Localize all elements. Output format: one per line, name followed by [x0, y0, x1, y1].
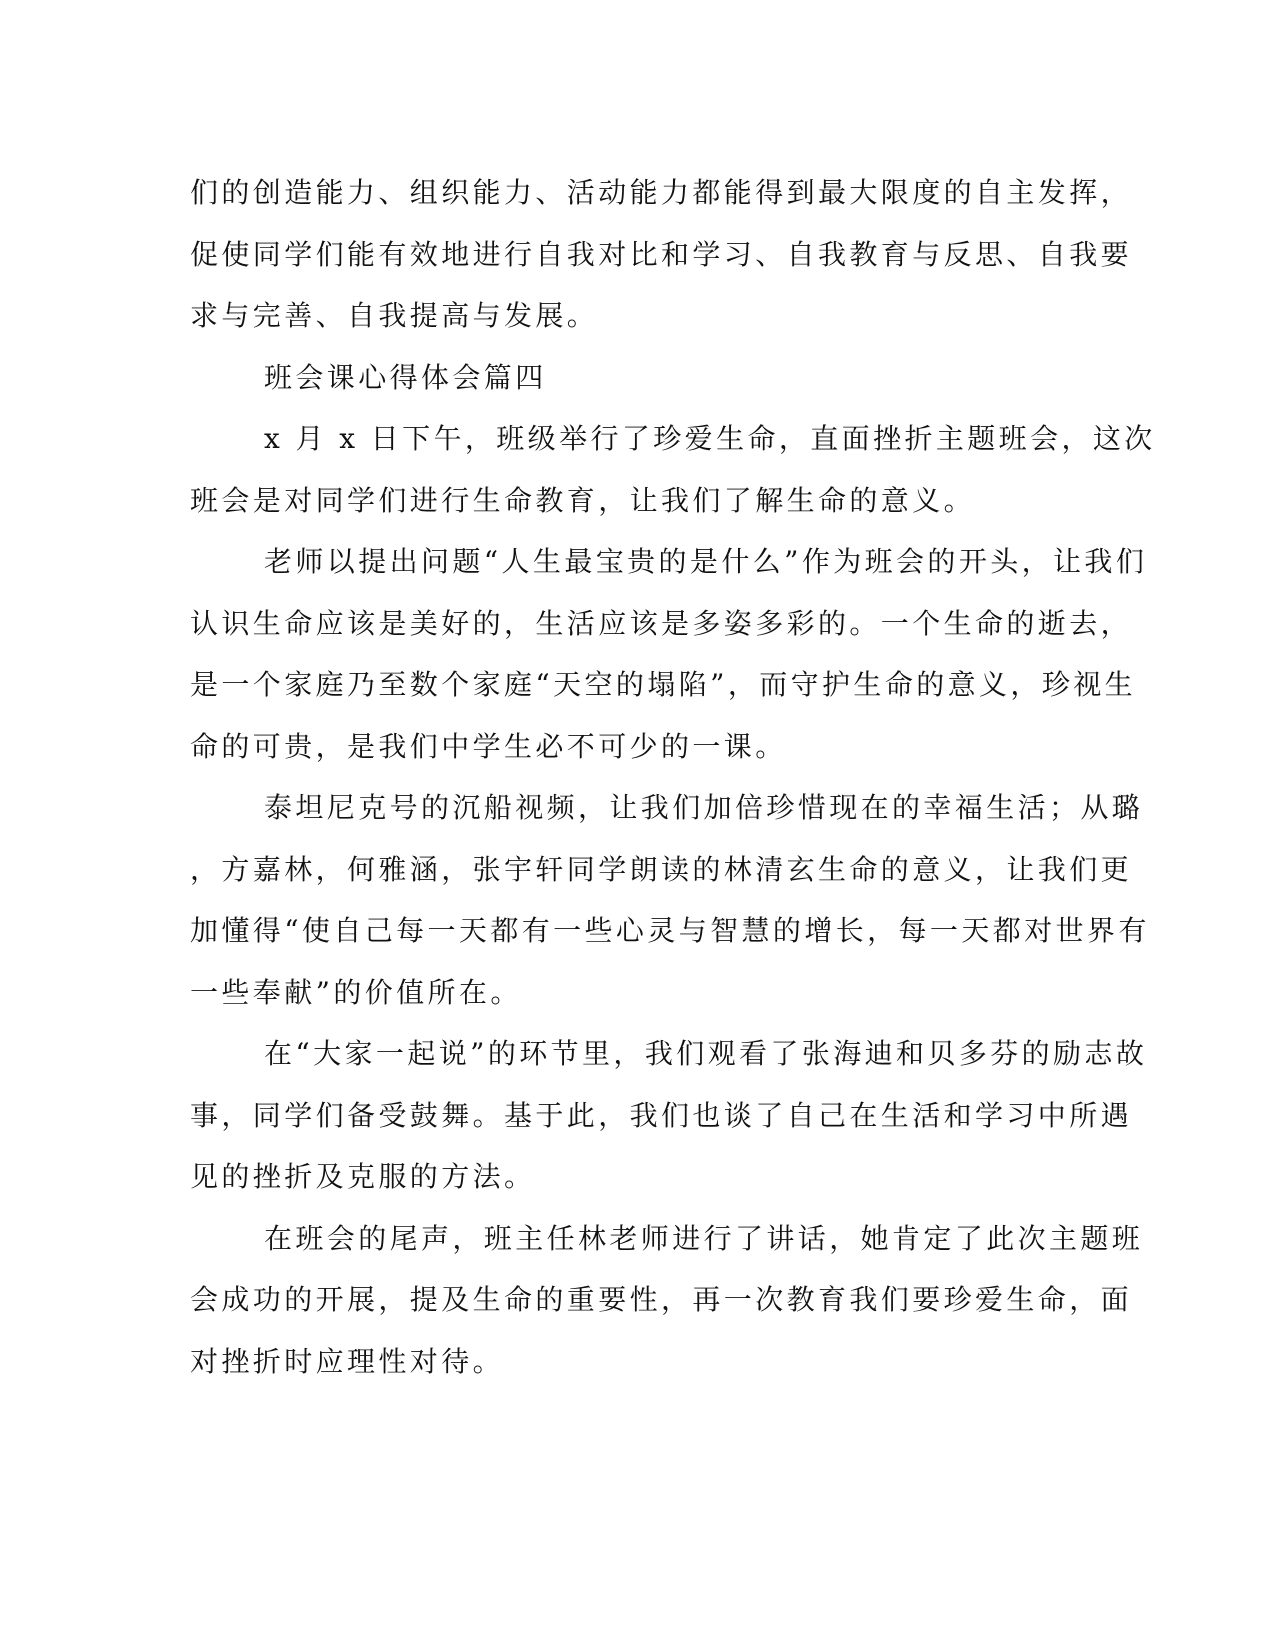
text-line: 对挫折时应理性对待。 — [190, 1344, 505, 1378]
text-line: 班会是对同学们进行生命教育，让我们了解生命的意义。 — [190, 483, 976, 517]
text-line: 见的挫折及克服的方法。 — [190, 1160, 536, 1193]
text-line: 会成功的开展，提及生命的重要性，再一次教育我们要珍爱生命，面 — [190, 1283, 1133, 1316]
text-line: 促使同学们能有效地进行自我对比和学习、自我教育与反思、自我要 — [190, 237, 1133, 271]
text-line: 事，同学们备受鼓舞。基于此，我们也谈了自己在生活和学习中所遇 — [190, 1098, 1133, 1132]
text-line: 命的可贵，是我们中学生必不可少的一课。 — [190, 729, 787, 763]
text-line: 们的创造能力、组织能力、活动能力都能得到最大限度的自主发挥， — [190, 176, 1133, 209]
text-line: 认识生命应该是美好的，生活应该是多姿多彩的。一个生命的逝去， — [190, 606, 1133, 640]
text-line: 一些奉献”的价值所在。 — [190, 975, 522, 1009]
text-line: x 月 x 日下午，班级举行了珍爱生命，直面挫折主题班会，这次 — [264, 422, 1156, 455]
text-line: 是一个家庭乃至数个家庭“天空的塌陷”，而守护生命的意义，珍视生 — [190, 668, 1137, 701]
document-body — [190, 162, 1156, 1392]
text-line: 在班会的尾声，班主任林老师进行了讲话，她肯定了此次主题班 — [264, 1221, 1144, 1255]
text-line: 求与完善、自我提高与发展。 — [190, 299, 599, 332]
text-line: 老师以提出问题“人生最宝贵的是什么”作为班会的开头，让我们 — [264, 545, 1148, 578]
text-line: 在“大家一起说”的环节里，我们观看了张海迪和贝多芬的励志故 — [264, 1037, 1148, 1070]
text-line: 加懂得“使自己每一天都有一些心灵与智慧的增长，每一天都对世界有 — [190, 914, 1150, 947]
text-line: 泰坦尼克号的沉船视频，让我们加倍珍惜现在的幸福生活；从璐 — [264, 791, 1144, 824]
section-heading: 班会课心得体会篇四 — [264, 360, 547, 394]
text-line: ，方嘉林，何雅涵，张宇轩同学朗读的林清玄生命的意义，让我们更 — [190, 852, 1133, 886]
